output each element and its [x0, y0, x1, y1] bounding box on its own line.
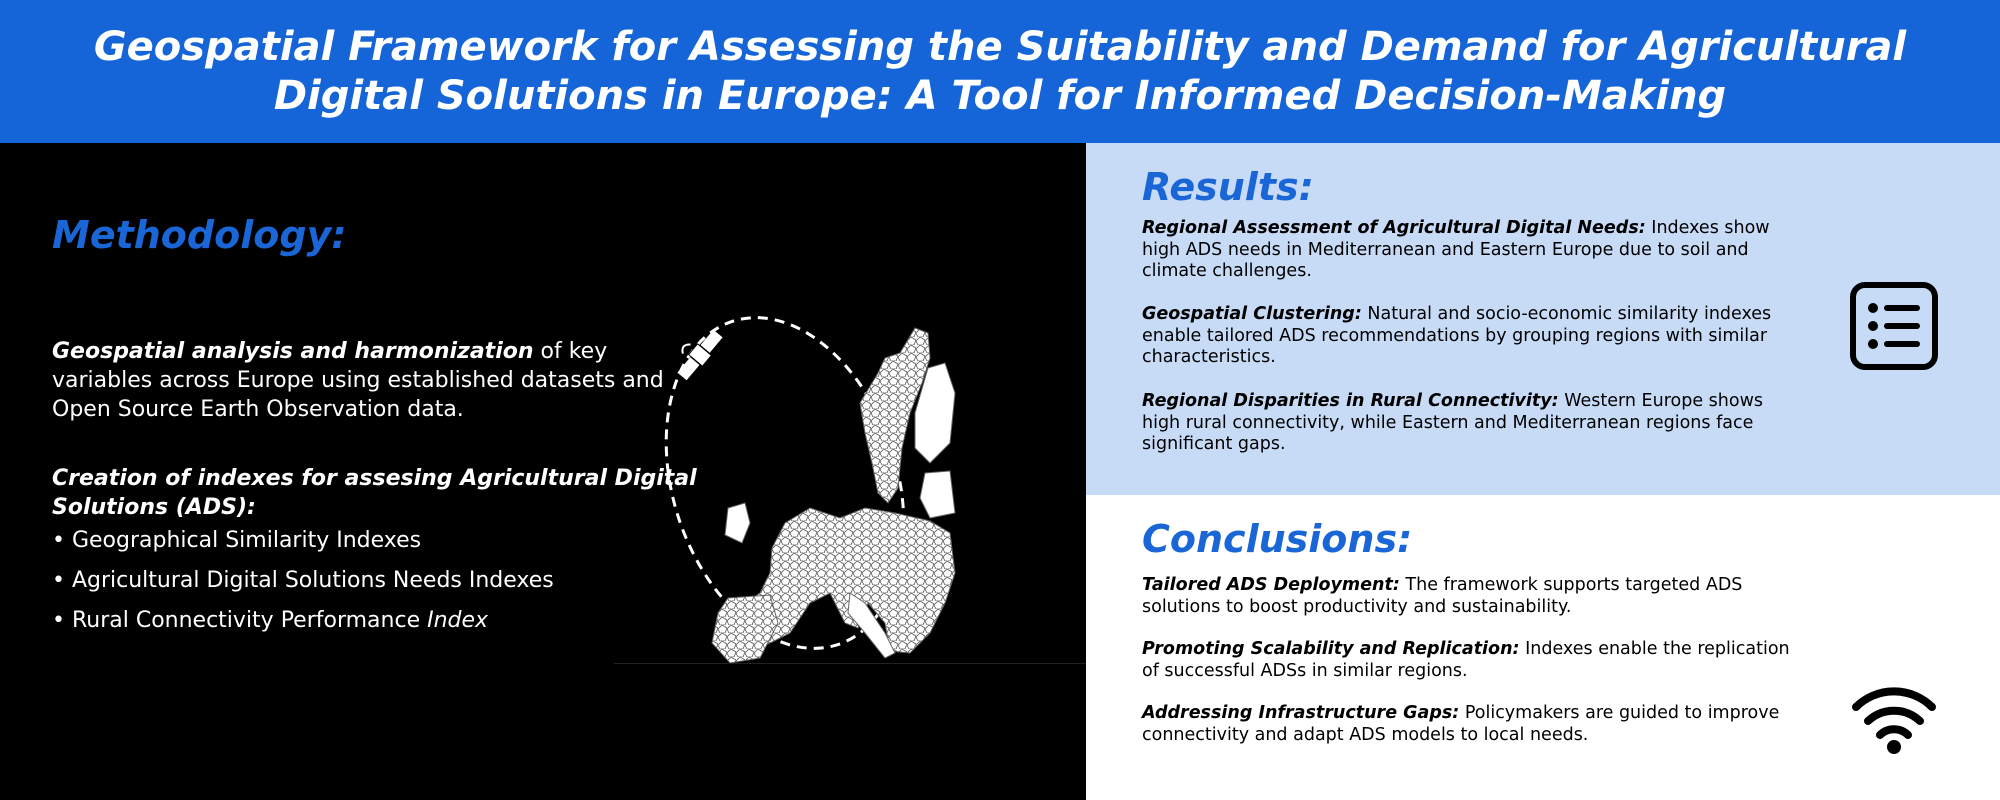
methodology-paragraph-1-text: of key variables across Europe using established datasets and Open Source Earth Observation data. — [52, 339, 664, 422]
methodology-title: Methodology: — [52, 213, 347, 257]
result-item-text: Indexes show high ADS needs in Mediterranean and Eastern Europe due to soil and climate challenges. — [1142, 218, 1770, 281]
list-item — [52, 607, 554, 635]
poster-title: Geospatial Framework for Assessing the Suitability and Demand for Agricultural Digital Solutions in Europe: A Tool for Informed Decision-Making — [93, 23, 1907, 119]
conclusion-item-heading: Promoting Scalability and Replication: — [1142, 639, 1520, 659]
methodology-paragraph-2: Creation of indexes for assesing Agricultural Digital Solutions (ADS): — [52, 466, 697, 520]
list-item-text: • Rural Connectivity Performance — [52, 608, 428, 633]
europe-map — [610, 273, 1090, 673]
conclusion-item — [1142, 703, 1792, 746]
result-item-heading: Geospatial Clustering: — [1142, 304, 1362, 324]
result-item — [1142, 391, 1792, 456]
divider — [614, 663, 1086, 664]
baltics-shape — [920, 471, 955, 518]
methodology-paragraph-1-bold: Geospatial analysis and harmonization — [52, 339, 534, 364]
result-item — [1142, 304, 1792, 369]
result-item — [1142, 218, 1792, 283]
results-panel — [1086, 143, 2000, 495]
wifi-icon — [1852, 685, 1936, 755]
conclusions-panel — [1086, 495, 2000, 800]
conclusion-item-text: Policymakers are guided to improve connectivity and adapt ADS models to local needs. — [1142, 703, 1780, 745]
methodology-panel — [0, 143, 1086, 800]
ireland-shape — [725, 503, 750, 543]
conclusions-title: Conclusions: — [1142, 517, 1413, 561]
result-item-text: Natural and socio-economic similarity indexes enable tailored ADS recommendations by grouping regions with similar characteristics. — [1142, 304, 1772, 367]
results-title: Results: — [1142, 165, 1314, 209]
index-list — [52, 527, 554, 647]
list-icon — [1849, 281, 1939, 371]
list-item: • Geographical Similarity Indexes — [52, 528, 422, 553]
conclusion-item — [1142, 639, 1792, 682]
conclusion-item-heading: Addressing Infrastructure Gaps: — [1142, 703, 1460, 723]
result-item-heading: Regional Assessment of Agricultural Digital Needs: — [1142, 218, 1646, 238]
list-item: • Agricultural Digital Solutions Needs Indexes — [52, 568, 554, 593]
conclusion-item-text: The framework supports targeted ADS solutions to boost productivity and sustainability. — [1142, 575, 1743, 617]
header-banner — [0, 0, 2000, 143]
result-item-text: Western Europe shows high rural connectivity, while Eastern and Mediterranean regions face significant gaps. — [1142, 391, 1763, 454]
conclusion-item-text: Indexes enable the replication of successful ADSs in similar regions. — [1142, 639, 1790, 681]
satellite-icon — [668, 322, 725, 382]
conclusion-item-heading: Tailored ADS Deployment: — [1142, 575, 1400, 595]
methodology-paragraph-1 — [52, 337, 692, 424]
conclusion-item — [1142, 575, 1792, 618]
result-item-heading: Regional Disparities in Rural Connectivity: — [1142, 391, 1559, 411]
list-item-italic: Index — [427, 608, 489, 633]
